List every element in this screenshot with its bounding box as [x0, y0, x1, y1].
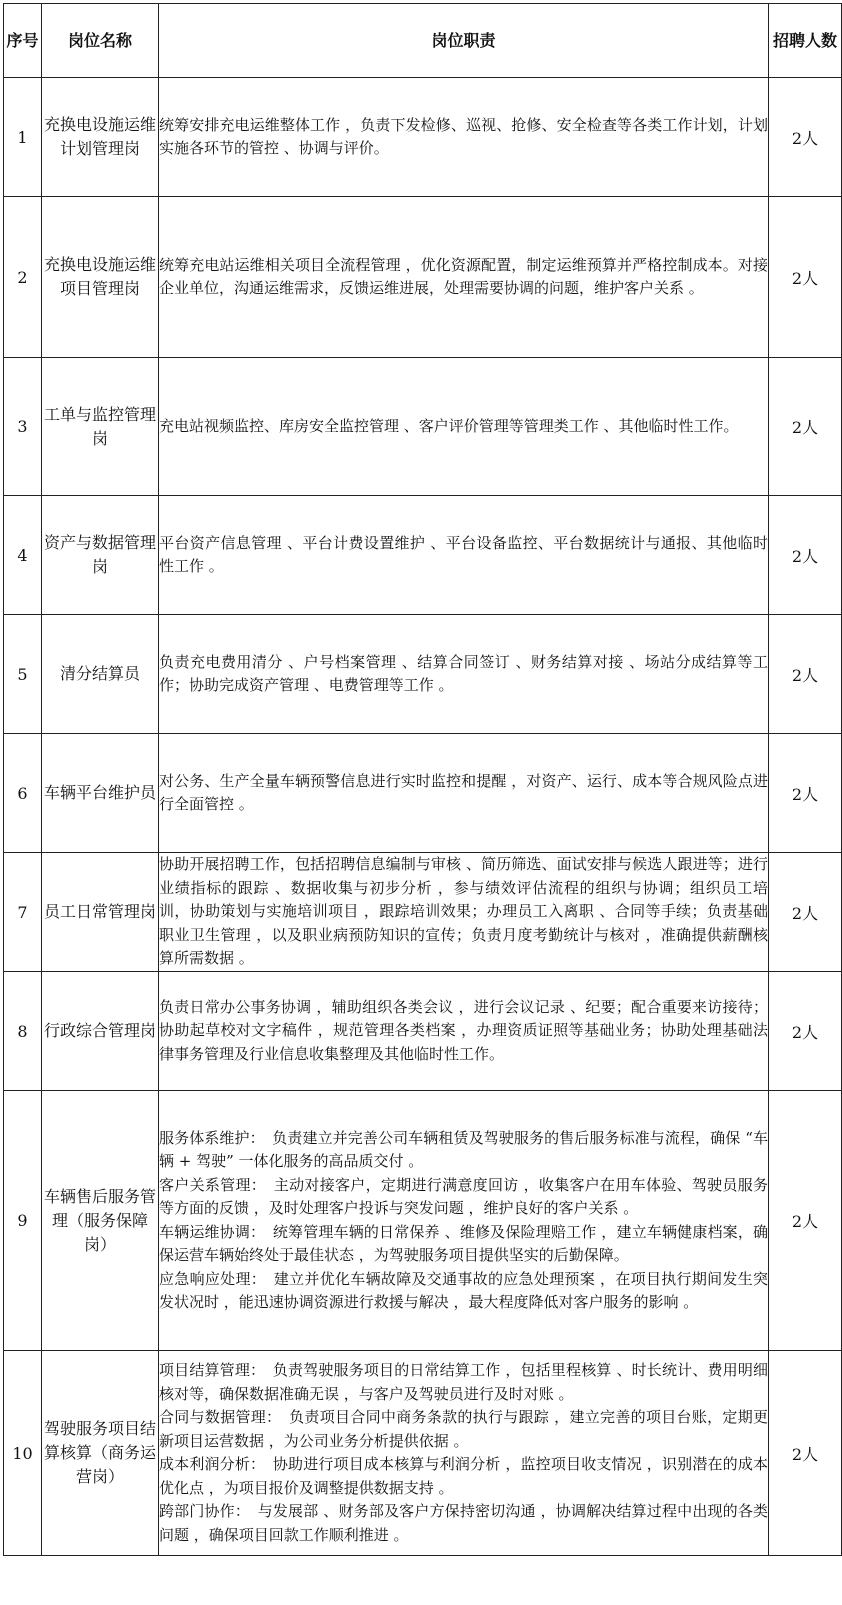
- header-duty: 岗位职责: [159, 4, 769, 78]
- duty-paragraph: 对公务、生产全量车辆预警信息进行实时监控和提醒 ，对资产、运行、成本等合规风险点进行全面管控 。: [159, 771, 768, 813]
- hire-count: 2人: [769, 615, 842, 734]
- header-title: 岗位名称: [42, 4, 159, 78]
- duty-paragraph: 客户关系管理： 主动对接客户，定期进行满意度回访 ，收集客户在用车体验、驾驶员服务等方面的反馈 ，及时处理客户投诉与突发问题 ，维护良好的客户关系 。: [159, 1175, 768, 1217]
- table-row: [4, 197, 842, 358]
- table-row: [4, 972, 842, 1091]
- job-title: 资产与数据管理岗: [42, 496, 159, 615]
- hire-count: 2人: [769, 358, 842, 496]
- duty-paragraph: 车辆运维协调： 统筹管理车辆的日常保养 、维修及保险理赔工作 ，建立车辆健康档案，确保运营车辆始终处于最佳状态 ，为驾驶服务项目提供坚实的后勤保障。: [159, 1222, 768, 1264]
- job-duty: [159, 972, 769, 1091]
- job-duty: [159, 496, 769, 615]
- row-number: 4: [4, 496, 42, 615]
- job-duty: [159, 197, 769, 358]
- table-row: [4, 1091, 842, 1351]
- hire-count: 2人: [769, 853, 842, 972]
- hire-count: 2人: [769, 496, 842, 615]
- table-row: [4, 853, 842, 972]
- job-title: 充换电设施运维项目管理岗: [42, 197, 159, 358]
- duty-paragraph: 充电站视频监控、库房安全监控管理 、客户评价管理等管理类工作 、其他临时性工作。: [159, 416, 739, 435]
- table-row: [4, 615, 842, 734]
- row-number: 2: [4, 197, 42, 358]
- job-title: 员工日常管理岗: [42, 853, 159, 972]
- duty-paragraph: 统筹充电站运维相关项目全流程管理 ，优化资源配置，制定运维预算并严格控制成本。对接企业单位，沟通运维需求，反馈运维进展，处理需要协调的问题，维护客户关系 。: [159, 255, 768, 297]
- table-row: [4, 1351, 842, 1556]
- row-number: 7: [4, 853, 42, 972]
- table-row: [4, 734, 842, 853]
- job-title: 工单与监控管理岗: [42, 358, 159, 496]
- hire-count: 2人: [769, 1351, 842, 1556]
- job-title: 清分结算员: [42, 615, 159, 734]
- job-title: 驾驶服务项目结算核算（商务运营岗）: [42, 1351, 159, 1556]
- row-number: 6: [4, 734, 42, 853]
- hire-count: 2人: [769, 734, 842, 853]
- hire-count: 2人: [769, 78, 842, 197]
- job-table: [3, 3, 842, 1556]
- row-number: 8: [4, 972, 42, 1091]
- row-number: 3: [4, 358, 42, 496]
- row-number: 9: [4, 1091, 42, 1351]
- job-duty: [159, 78, 769, 197]
- header-count: 招聘人数: [769, 4, 842, 78]
- duty-paragraph: 负责充电费用清分 、户号档案管理 、结算合同签订 、财务结算对接 、场站分成结算等工作；协助完成资产管理 、电费管理等工作 。: [159, 652, 768, 694]
- header-no: 序号: [4, 4, 42, 78]
- duty-paragraph: 成本利润分析： 协助进行项目成本核算与利润分析 ，监控项目收支情况 ，识别潜在的成本优化点 ，为项目报价及调整提供数据支持 。: [159, 1455, 768, 1497]
- hire-count: 2人: [769, 197, 842, 358]
- hire-count: 2人: [769, 972, 842, 1091]
- hire-count: 2人: [769, 1091, 842, 1351]
- duty-paragraph: 统筹安排充电运维整体工作 ，负责下发检修、巡视、抢修、安全检查等各类工作计划，计划实施各环节的管控 、协调与评价。: [159, 115, 768, 157]
- header-row: [4, 4, 842, 78]
- job-duty: [159, 1351, 769, 1556]
- job-duty: [159, 734, 769, 853]
- row-number: 5: [4, 615, 42, 734]
- duty-paragraph: 应急响应处理： 建立并优化车辆故障及交通事故的应急处理预案 ，在项目执行期间发生突发状况时 ，能迅速协调资源进行救援与解决 ，最大程度降低对客户服务的影响 。: [159, 1269, 768, 1311]
- duty-paragraph: 跨部门协作： 与发展部 、财务部及客户方保持密切沟通 ，协调解决结算过程中出现的各类问题 ，确保项目回款工作顺利推进 。: [159, 1502, 768, 1544]
- job-duty: [159, 358, 769, 496]
- job-duty: [159, 1091, 769, 1351]
- duty-paragraph: 负责日常办公事务协调 ，辅助组织各类会议 ，进行会议记录 、纪要；配合重要来访接待；协助起草校对文字稿件 ，规范管理各类档案 ，办理资质证照等基础业务；协助处理基础法律事务管理及行业信息收集整理及其他临时性工作。: [159, 997, 768, 1063]
- job-title: 车辆售后服务管理（服务保障岗）: [42, 1091, 159, 1351]
- duty-paragraph: 协助开展招聘工作，包括招聘信息编制与审核 、简历筛选、面试安排与候选人跟进等；进行业绩指标的跟踪 、数据收集与初步分析 ，参与绩效评估流程的组织与协调；组织员工培训，协助策划与实施培训项目 ，跟踪培训效果；办理员工入离职 、合同等手续；负责基础职业卫生管理 ，以及职业病预防知识的宣传；负责月度考勤统计与核对 ，准确提供薪酬核算所需数据 。: [159, 855, 768, 968]
- row-number: 10: [4, 1351, 42, 1556]
- duty-paragraph: 平台资产信息管理 、平台计费设置维护 、平台设备监控、平台数据统计与通报、其他临时性工作 。: [159, 533, 768, 575]
- job-title: 车辆平台维护员: [42, 734, 159, 853]
- duty-paragraph: 服务体系维护： 负责建立并完善公司车辆租赁及驾驶服务的售后服务标准与流程，确保 “车辆 + 驾驶” 一体化服务的高品质交付 。: [159, 1128, 768, 1170]
- row-number: 1: [4, 78, 42, 197]
- duty-paragraph: 项目结算管理： 负责驾驶服务项目的日常结算工作 ，包括里程核算 、时长统计、费用明细核对等，确保数据准确无误 ，与客户及驾驶员进行及时对账 。: [159, 1361, 768, 1403]
- job-duty: [159, 615, 769, 734]
- duty-paragraph: 合同与数据管理： 负责项目合同中商务条款的执行与跟踪 ，建立完善的项目台账，定期更新项目运营数据 ，为公司业务分析提供依据 。: [159, 1408, 768, 1450]
- job-title: 充换电设施运维计划管理岗: [42, 78, 159, 197]
- job-title: 行政综合管理岗: [42, 972, 159, 1091]
- table-row: [4, 358, 842, 496]
- table-row: [4, 78, 842, 197]
- job-duty: [159, 853, 769, 972]
- table-row: [4, 496, 842, 615]
